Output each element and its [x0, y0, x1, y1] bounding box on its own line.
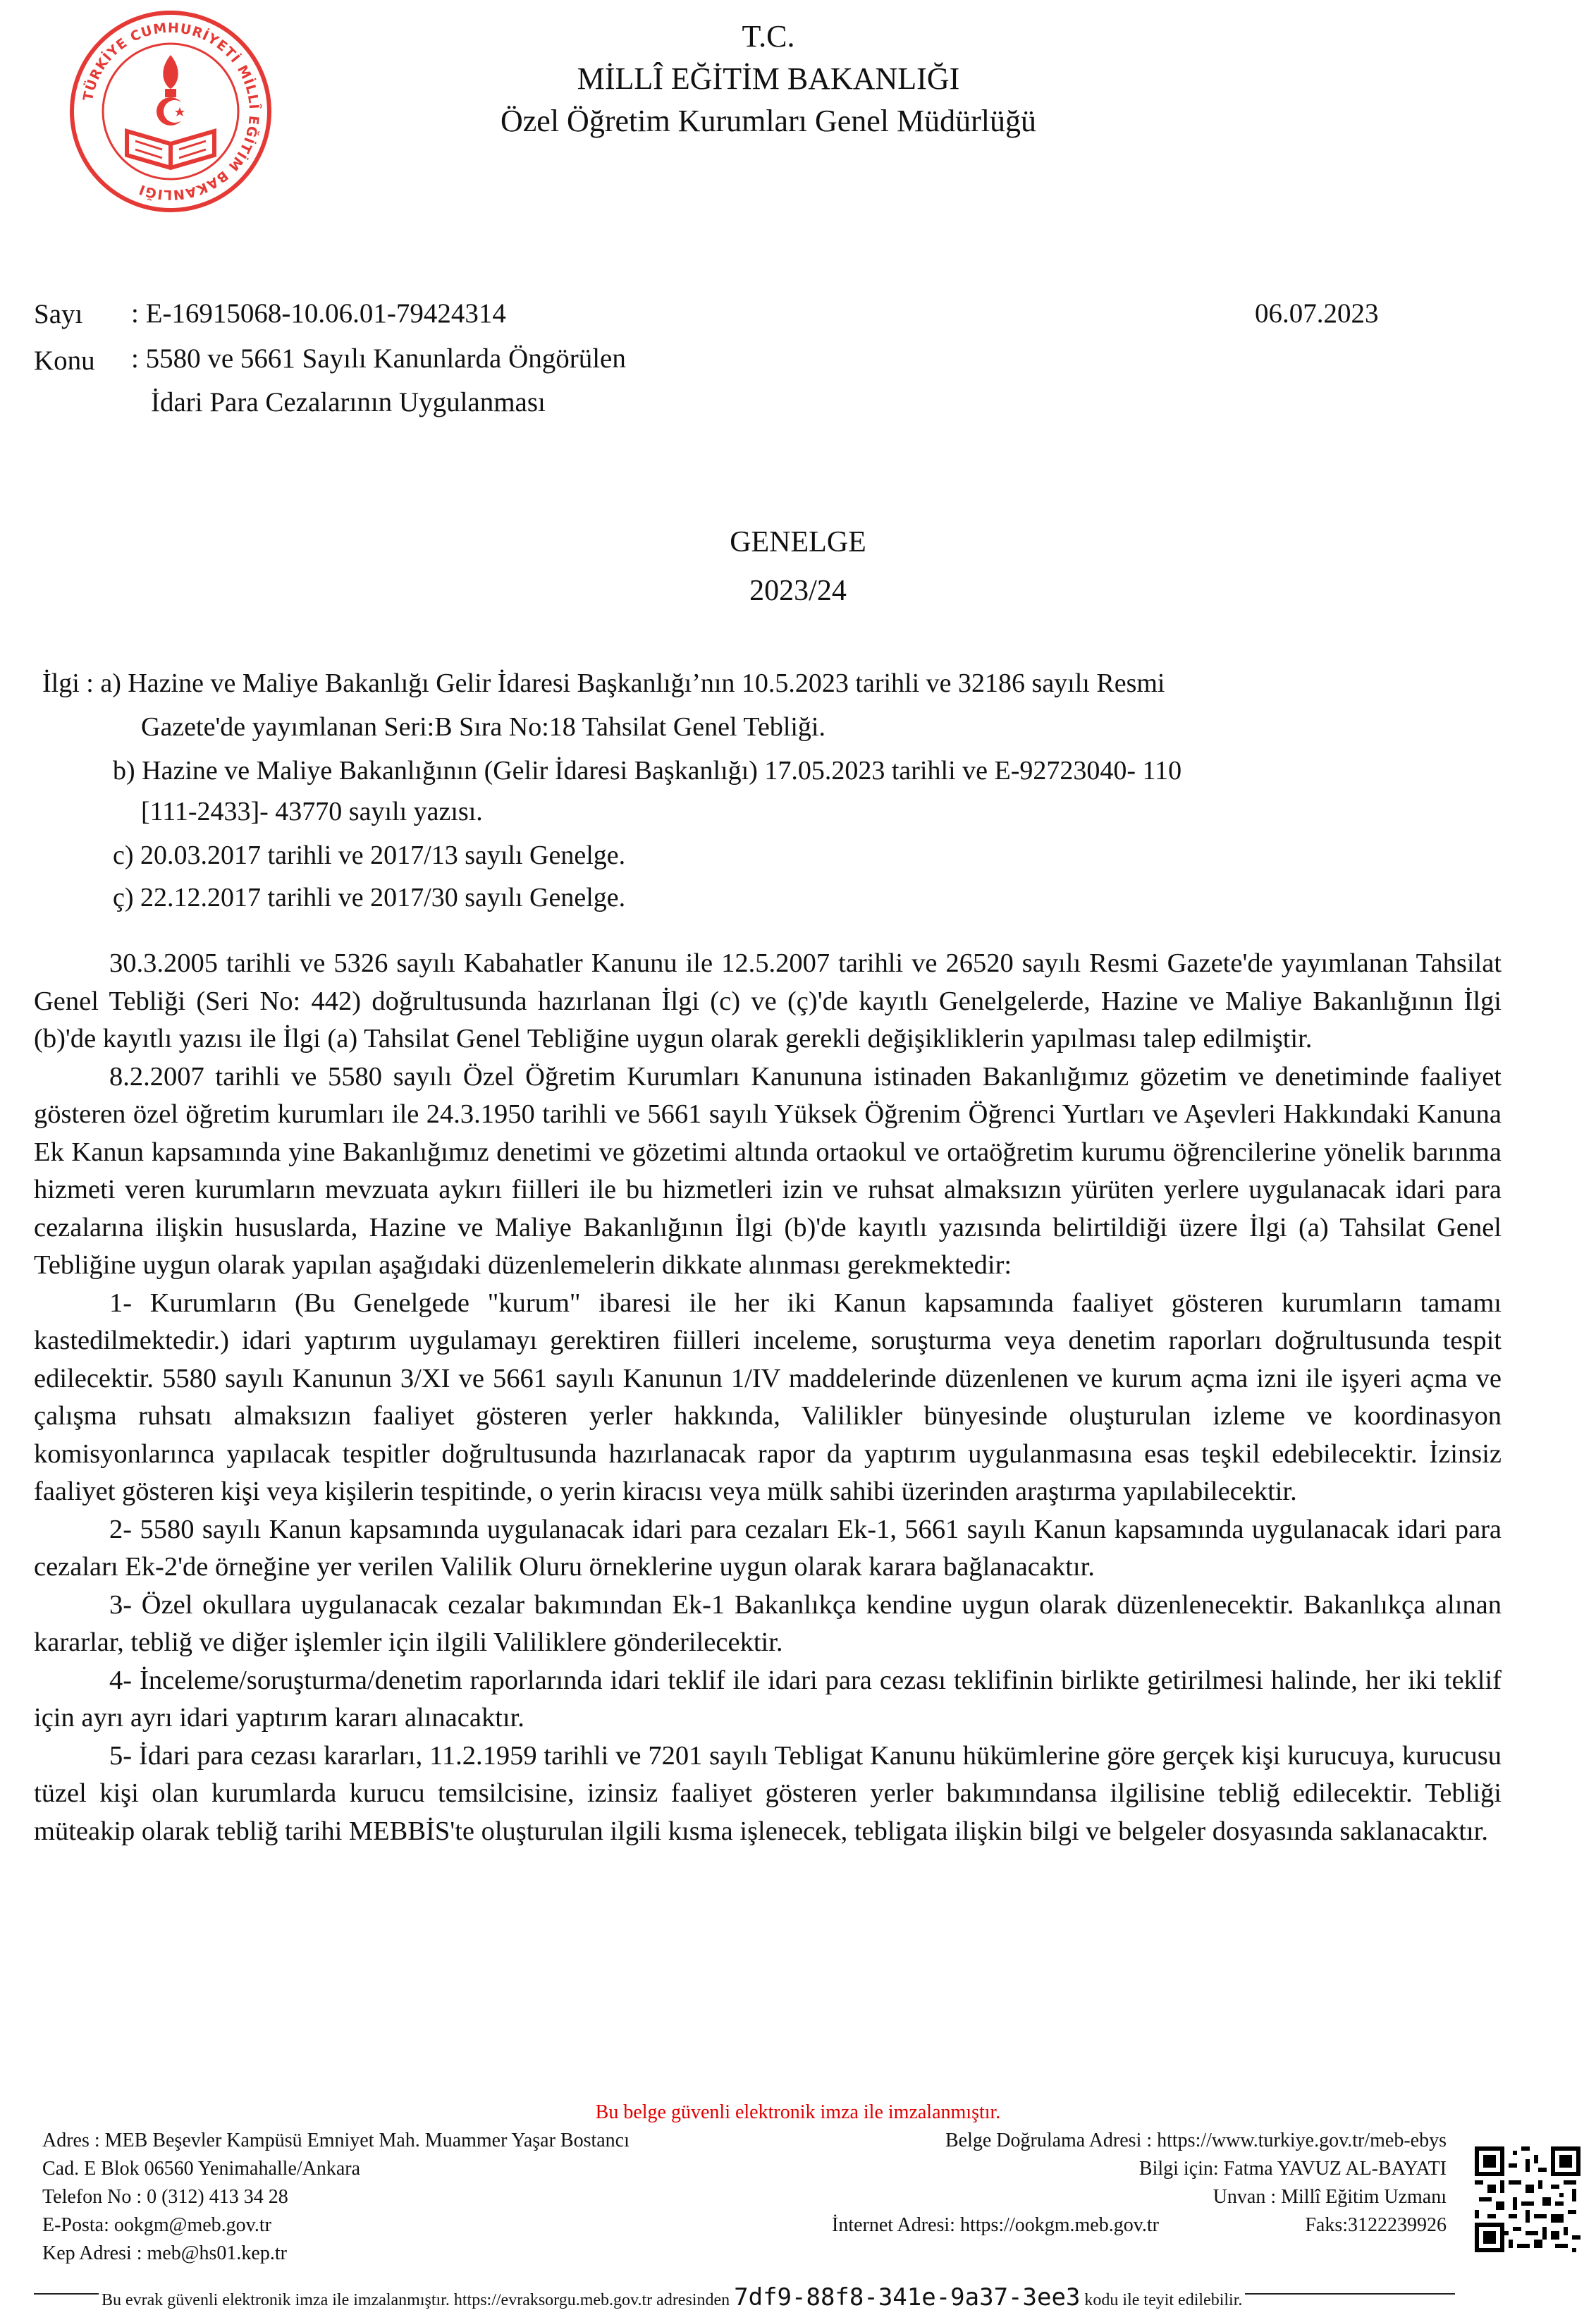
- footer-website[interactable]: İnternet Adresi: https://ookgm.meb.gov.tr: [832, 2214, 1160, 2236]
- konu-line-1: : 5580 ve 5661 Sayılı Kanunlarda Öngörülen: [131, 343, 626, 374]
- footer-kep[interactable]: Kep Adresi : meb@hs01.kep.tr: [42, 2242, 287, 2264]
- footer-fax: Faks:3122239926: [1305, 2214, 1447, 2236]
- circular-body: [34, 945, 1502, 1850]
- konu-line-2: İdari Para Cezalarının Uygulanması: [151, 387, 546, 417]
- footer-verify-address[interactable]: Belge Doğrulama Adresi : https://www.turkiye.gov.tr/meb-ebys: [945, 2130, 1447, 2151]
- body-paragraph: 3- Özel okullara uygulanacak cezalar bakımından Ek-1 Bakanlıkça kendine uygun olarak düzenlenecektir. Bakanlıkça alınan kararlar, tebliğ ve diğer işlemler için ilgili Valiliklere gönderilecektir.: [34, 1589, 1502, 1657]
- letterhead: [395, 16, 1142, 142]
- reference-b-line-1: b) Hazine ve Maliye Bakanlığının (Gelir İdaresi Başkanlığı) 17.05.2023 tarihli ve E-92723040- 110: [113, 756, 1182, 786]
- esignature-note: Bu belge güvenli elektronik imza ile imzalanmıştır.: [595, 2101, 1001, 2123]
- footer-contact-person: Bilgi için: Fatma YAVUZ AL-BAYATI: [1138, 2158, 1447, 2180]
- header-directorate: Özel Öğretim Kurumları Genel Müdürlüğü: [500, 104, 1037, 138]
- seal-ring-text: TÜRKİYE CUMHURİYETİ MİLLÎ EĞİTİM BAKANLIĞI: [80, 20, 262, 203]
- reference-a-line-1: İlgi : a) Hazine ve Maliye Bakanlığı Gelir İdaresi Başkanlığı’nın 10.5.2023 tarihli ve 32186 sayılı Resmi: [42, 668, 1165, 698]
- document-date: 06.07.2023: [1255, 298, 1379, 329]
- footer-email[interactable]: E-Posta: ookgm@meb.gov.tr: [42, 2214, 271, 2236]
- header-ministry: MİLLÎ EĞİTİM BAKANLIĞI: [577, 61, 960, 96]
- circular-title: GENELGE: [730, 526, 866, 558]
- verification-suffix: kodu ile teyit edilebilir.: [1084, 2291, 1243, 2309]
- konu-label: Konu: [34, 346, 95, 376]
- footer-address-line-2: Cad. E Blok 06560 Yenimahalle/Ankara: [42, 2158, 361, 2180]
- sayi-label: Sayı: [34, 299, 83, 329]
- verification-prefix: Bu evrak güvenli elektronik imza ile imzalanmıştır. https://evraksorgu.meb.gov.tr adresinden: [102, 2291, 730, 2309]
- circular-number: 2023/24: [749, 575, 847, 607]
- body-paragraph: 8.2.2007 tarihli ve 5580 sayılı Özel Öğretim Kurumları Kanununa istinaden Bakanlığımız gözetim ve denetiminde faaliyet gösteren özel öğretim kurumları ile 24.3.1950 tarihli ve 5661 sayılı Yüksek Öğrenim Öğrenci Yurtları ve Aşevleri Hakkındaki Kanuna Ek Kanun kapsamında yine Bakanlığımız denetimi ve gözetimi altında ortaokul ve ortaöğretim kurumu öğrencilerine yönelik barınma hizmeti veren kurumların mevzuata aykırı fiilleri ile bu hizmetleri izin ve ruhsat almaksızın yürüten yerlere uygulanacak idari para cezalarına ilişkin hususlarda, Hazine ve Maliye Bakanlığının İlgi (b)'de kayıtlı yazısında belirtildiği üzere İlgi (a) Tahsilat Genel Tebliğine uygun olarak yapılan aşağıdaki düzenlemelerin dikkate alınması gerekmektedir:: [34, 1061, 1502, 1280]
- footer-phone: Telefon No : 0 (312) 413 34 28: [42, 2186, 288, 2208]
- body-paragraph: 30.3.2005 tarihli ve 5326 sayılı Kabahatler Kanunu ile 12.5.2007 tarihli ve 26520 sayılı Resmi Gazete'de yayımlanan Tahsilat Genel Tebliği (Seri No: 442) doğrultusunda hazırlanan İlgi (c) ve (ç)'de kayıtlı Genelgelerde, Hazine ve Maliye Bakanlığının İlgi (b)'de kayıtlı yazısı ile İlgi (a) Tahsilat Genel Tebliğine uygun olarak gerekli değişikliklerin yapılması talep edilmiştir.: [34, 948, 1502, 1053]
- footer-address-line-1: Adres : MEB Beşevler Kampüsü Emniyet Mah. Muammer Yaşar Bostancı: [42, 2130, 630, 2151]
- ministry-seal-logo: [65, 6, 276, 240]
- footer-contact-title: Unvan : Millî Eğitim Uzmanı: [1213, 2186, 1447, 2208]
- reference-cc: ç) 22.12.2017 tarihli ve 2017/30 sayılı Genelge.: [113, 883, 626, 912]
- reference-b-line-2: [111-2433]- 43770 sayılı yazısı.: [141, 797, 483, 826]
- body-paragraph: 4- İnceleme/soruşturma/denetim raporlarında idari teklif ile idari para cezası teklifinin birlikte getirilmesi halinde, her iki teklif için ayrı ayrı idari yaptırım kararı alınacaktır.: [34, 1665, 1502, 1733]
- sayi-value: : E-16915068-10.06.01-79424314: [131, 298, 506, 329]
- reference-c: c) 20.03.2017 tarihli ve 2017/13 sayılı Genelge.: [113, 841, 626, 870]
- body-paragraph: 2- 5580 sayılı Kanun kapsamında uygulanacak idari para cezaları Ek-1, 5661 sayılı Kanun kapsamında uygulanacak idari para cezaları Ek-2'de örneğine yer verilen Valilik Oluru örneklerine uygun olarak karara bağlanacaktır.: [34, 1514, 1502, 1582]
- verification-code: 7df9-88f8-341e-9a37-3ee3: [734, 2283, 1081, 2311]
- verification-line: [99, 2283, 1245, 2311]
- qr-code: [1475, 2146, 1580, 2252]
- reference-a-line-2: Gazete'de yayımlanan Seri:B Sıra No:18 Tahsilat Genel Tebliği.: [141, 712, 825, 742]
- header-tc: T.C.: [742, 19, 795, 54]
- body-paragraph: 1- Kurumların (Bu Genelgede "kurum" ibaresi ile her iki Kanun kapsamında faaliyet gösteren kurumların tamamı kastedilmektedir.) idari yaptırım uygulamayı gerektiren fiilleri inceleme, soruşturma veya denetim raporları doğrultusunda tespit edilecektir. 5580 sayılı Kanunun 3/XI ve 5661 sayılı Kanunun 1/IV maddelerinde düzenlenen ve kurum açma izni ile işyeri açma ve çalışma ruhsatı almaksızın faaliyet gösteren yerler hakkında, Valilikler bünyesinde oluşturulan izleme ve koordinasyon komisyonlarınca yapılacak tespitler doğrultusunda hazırlanacak rapor da yaptırım uygulanmasına esas teşkil edebilecektir. İzinsiz faaliyet gösteren kişi veya kişilerin tespitinde, o yerin kiracısı veya mülk sahibi üzerinden araştırma yapılabilecektir.: [34, 1288, 1502, 1506]
- body-paragraph: 5- İdari para cezası kararları, 11.2.1959 tarihli ve 7201 sayılı Tebligat Kanunu hükümlerine göre gerçek kişi kurucuya, kurucusu tüzel kişi olan kurumlarda kurucu temsilcisine, izinsiz faaliyet gösteren yerler bakımındansa ilgilisine tebliğ edilecektir. Tebliği müteakip olarak tebliğ tarihi MEBBİS'te oluşturulan ilgili kısma işlenecek, tebligata ilişkin bilgi ve belgeler dosyasında saklanacaktır.: [34, 1740, 1502, 1846]
